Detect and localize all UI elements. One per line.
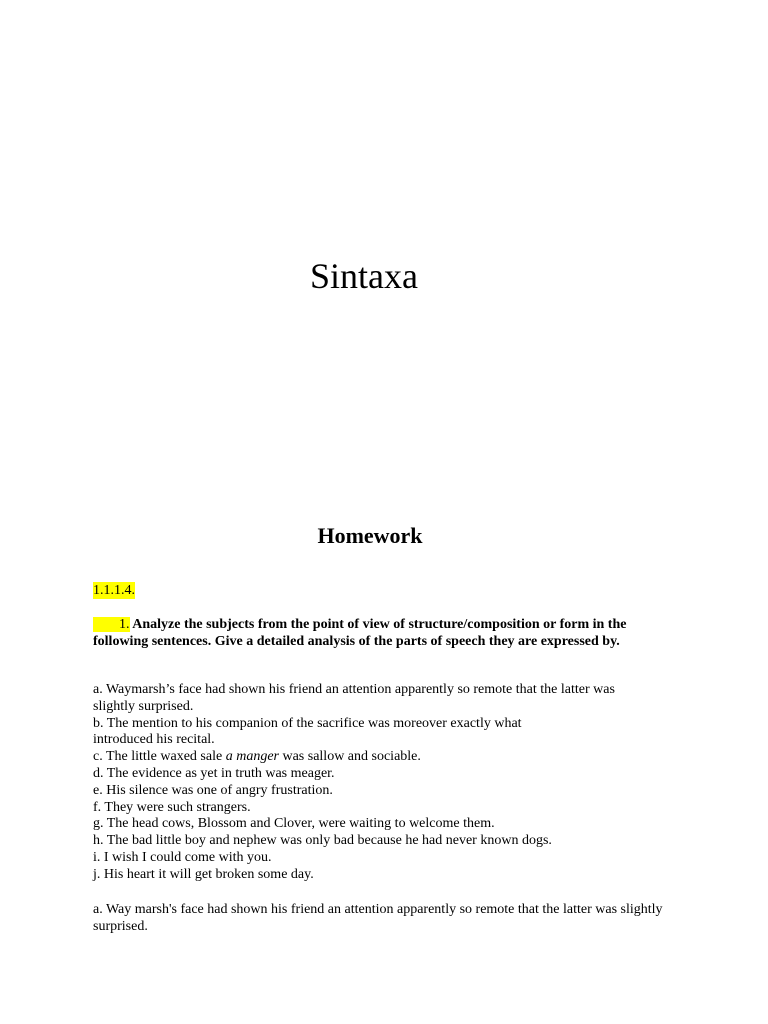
question-number: 1. bbox=[93, 617, 130, 632]
question-1 bbox=[93, 616, 653, 650]
sentence-b: b. The mention to his companion of the sacrifice was moreover exactly what introduced his recital. bbox=[93, 715, 522, 748]
answer-a: a. Way marsh's face had shown his friend an attention apparently so remote that the latter was slightly surprised. bbox=[93, 902, 663, 934]
sentence-g: g. The head cows, Blossom and Clover, were waiting to welcome them. bbox=[93, 816, 495, 832]
homework-heading: Homework bbox=[317, 523, 423, 548]
sentence-c-end: was sallow and sociable. bbox=[278, 749, 421, 765]
sentence-e: e. His silence was one of angry frustration. bbox=[93, 782, 333, 798]
sentence-list bbox=[93, 682, 653, 884]
sentence-c bbox=[93, 749, 653, 766]
document-title: Sintaxa bbox=[310, 256, 418, 296]
sentence-f: f. They were such strangers. bbox=[93, 799, 251, 815]
sentence-i: i. I wish I could come with you. bbox=[93, 849, 272, 865]
sentence-c-start: c. The little waxed sale bbox=[93, 749, 226, 765]
sentence-d: d. The evidence as yet in truth was meager. bbox=[93, 765, 335, 781]
question-text: Analyze the subjects from the point of view of structure/composition or form in the following sentences. Give a detailed analysis of the parts of speech they are expressed by. bbox=[93, 617, 627, 649]
section-number: 1.1.1.4. bbox=[93, 583, 135, 598]
sentence-a: a. Waymarsh’s face had shown his friend an attention apparently so remote that the latter was slightly surprised. bbox=[93, 682, 615, 714]
sentence-j: j. His heart it will get broken some day. bbox=[93, 866, 314, 882]
sentence-c-italic: a manger bbox=[225, 749, 279, 765]
sentence-h: h. The bad little boy and nephew was only bad because he had never known dogs. bbox=[93, 833, 552, 849]
